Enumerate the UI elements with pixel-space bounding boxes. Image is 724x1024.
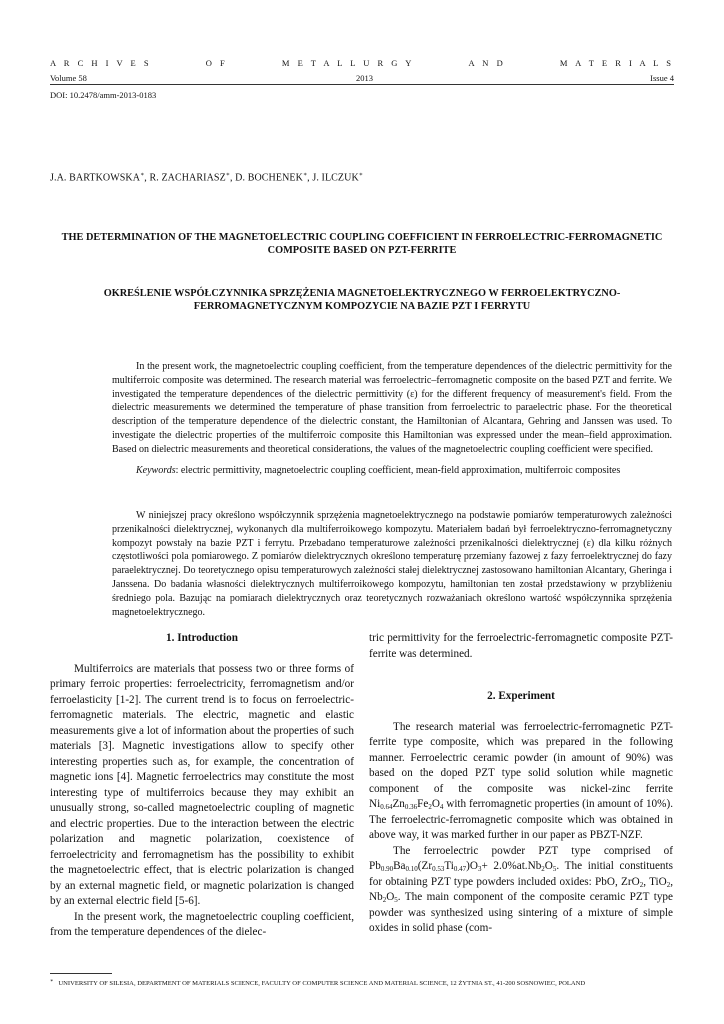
affiliation-mark: ∗	[358, 172, 363, 178]
journal-word: M E T A L L U R G Y	[281, 58, 415, 68]
journal-word: O F	[205, 58, 228, 68]
affiliation-mark: ∗	[140, 172, 145, 178]
volume: Volume 58	[50, 73, 87, 83]
section-heading-experiment: 2. Experiment	[487, 690, 555, 702]
year: 2013	[356, 73, 373, 83]
affiliation-mark: ∗	[225, 172, 230, 178]
author: J. ILCZUK	[312, 172, 359, 184]
author: R. ZACHARIASZ	[149, 172, 226, 184]
paragraph: Multiferroics are materials that possess two or three forms of primary ferroic properties: ferroelectricity, ferromagnetism and/or ferroelasticity [1-2]. The current trend is to focus on ferroelectric-ferromagnetic materials. The electric, magnetic and elastic measurements give a lot of information about the properties of such materials [3]. Magnetic investigations allow to specify other interesting properties such as, for example, the concentration of magnetic ions [4]. Magnetic ferroelectrics may constitute the most interesting type of multiferroics because they may exhibit an unusually strong, so-called magnetoelectric coupling of magnetic and electric properties. Due to the interaction between the electric polarization and magnetic polarization, coexistence of ferroelectricity and ferromagnetism has the possibility to exhibit the magnetoelectric effect, that is electric polarization is changed by an external magnetic field, or magnetic polarization is changed by an external electric field [5-6].	[50, 662, 354, 907]
header-rule	[50, 84, 674, 85]
journal-word: A N D	[468, 58, 506, 68]
footnote-rule	[50, 973, 112, 974]
keywords-text: : electric permittivity, magnetoelectric coupling coefficient, mean-field approximation, multiferroic composites	[175, 465, 621, 476]
keywords-label: Keywords	[136, 465, 176, 476]
paper-title-english: THE DETERMINATION OF THE MAGNETOELECTRIC COUPLING COEFFICIENT IN FERROELECTRIC-FERROMAGNETIC COMPOSITE BASED ON PZT-FERRITE	[61, 232, 663, 256]
formula-ferrite: $Ni_{0.64}Zn_{0.36}Fe_2O_4$	[369, 798, 444, 811]
journal-name	[50, 58, 674, 68]
paper-title-polish: OKREŚLENIE WSPÓŁCZYNNIKA SPRZĘŻENIA MAGNETOELEKTRYCZNEGO W FERROELEKTRYCZNO-FERROMAGNETYCZNYM KOMPOZYCIE NA BAZIE PZT I FERRYTU	[103, 288, 621, 312]
doi: DOI: 10.2478/amm-2013-0183	[50, 90, 157, 100]
journal-word: A R C H I V E S	[50, 58, 152, 68]
author: D. BOCHENEK	[235, 172, 303, 184]
paragraph: The ferroelectric powder PZT type comprised of $Pb_{0.90}Ba_{0.10}(Zr_{0.53}Ti_{0.47})O_3+ 2.0\%at.Nb_2O_5$. The initial constituents for obtaining PZT type powders included oxides: PbO, ZrO$_2$, TiO$_2$, $Nb_2O_5$. The main component of the composite ceramic PZT type powder was synthesized using sintering of a mixture of simple oxides in solid phase (com-	[369, 844, 673, 934]
abstract-polish: W niniejszej pracy określono współczynnik sprzężenia magnetoelektrycznego na podstawie pomiarów temperaturowych zależności przenikalności dielektrycznej, wykonanych dla multiferroikowego kompozytu. Materiałem badań był ferroelektryczno-ferromagnetyczny kompozyt powstały na bazie PZT i ferrytu. Przebadano temperaturowe zależności przenikalności dielektrycznej (ε) dla kilku różnych częstotliwości pola pomiarowego. Z pomiarów dielektrycznych określono temperaturę przemiany fazowej z fazy ferroelektrycznej do fazy paraelektrycznej. Do teoretycznego opisu temperaturowych zależności stałej dielektrycznej zastosowano hamiltonian Alcantary, Gheringa i Janssena. Do badania własności dielektrycznych multiferroikowego kompozytu, hamiltonian ten został przedstawiony w przybliżeniu średniego pola. Bazując na pomiarach dielektrycznych oraz teoretycznych rozważaniach określono wartość współczynnika sprzężenia magnetoelektrycznego.	[112, 510, 672, 618]
paragraph: The research material was ferroelectric-ferromagnetic PZT-ferrite type composite, which was prepared in the following manner. Ferroelectric ceramic powder (in amount of 90%) was based on the doped PZT type solid solution while magnetic component of the composite was nickel-zinc ferrite $Ni_{0.64}Zn_{0.36}Fe_2O_4$ with ferromagnetic properties (in amount of 10%). The ferroelectric-ferromagnetic composite which was obtained in above way, it was marked further in our paper as PBZT-NZF.	[369, 720, 673, 841]
issue: Issue 4	[650, 73, 674, 83]
column-right	[369, 631, 673, 937]
affiliation-mark: ∗	[302, 172, 308, 178]
author: J.A. BARTKOWSKA	[50, 172, 141, 184]
footnote	[50, 978, 674, 987]
author-list: J.A. BARTKOWSKA∗, R. ZACHARIASZ∗, D. BOCHENEK∗, J. ILCZUK∗	[50, 172, 363, 184]
paragraph: In the present work, the magnetoelectric coupling coefficient, from the temperature dependences of the dielec-	[50, 910, 354, 938]
footnote-mark: ∗	[50, 979, 54, 984]
abstract: In the present work, the magnetoelectric coupling coefficient, from the temperature dependences of the dielectric permittivity for the multiferroic composite was determined. The research material was ferroelectric–ferromagnetic composite on the based PZT and ferrite. We investigated the temperature dependences of the dielectric permittivity (ε) for the different frequency of measurement's field. From the dielectric measurements we determined the temperature of phase transition from ferroelectric to paraelectric phase. For the theoretical description of the temperature dependence of the dielectric constant, the Hamiltonian of Alcantara, Gehring and Janssen was used. To investigate the dielectric properties of the multiferroic composite this Hamiltonian was expressed under the mean–field approximation. Based on dielectric measurements and theoretical considerations, the values of the magnetoelectric coupling coefficient were specified.	[112, 361, 672, 455]
column-left	[50, 631, 354, 941]
journal-word: M A T E R I A L S	[559, 58, 674, 68]
paragraph: tric permittivity for the ferroelectric-ferromagnetic composite PZT-ferrite was determined.	[369, 632, 673, 660]
formula-pzt: $Pb_{0.90}Ba_{0.10}(Zr_{0.53}Ti_{0.47})O_3$	[369, 860, 482, 873]
affiliation-text: UNIVERSITY OF SILESIA, DEPARTMENT OF MATERIALS SCIENCE, FACULTY OF COMPUTER SCIENCE AND MATERIAL SCIENCE, 12 ŻYTNIA ST., 41-200 SOSNOWIEC, POLAND	[58, 980, 586, 988]
keywords	[112, 464, 672, 478]
section-heading-introduction: 1. Introduction	[166, 632, 238, 644]
